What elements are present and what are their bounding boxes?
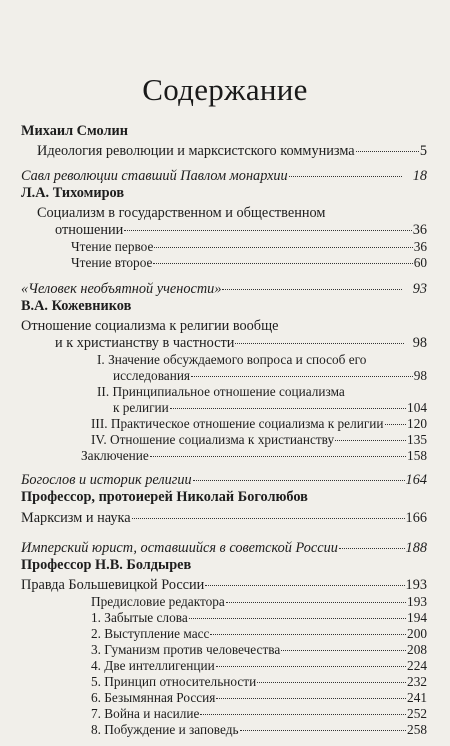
toc-entry: Отношение социализма к религии вообще bbox=[21, 318, 279, 334]
toc-entry: Правда Большевицкой России 193 bbox=[21, 577, 427, 593]
toc-essay: Богослов и историк религии 164 bbox=[21, 472, 427, 488]
toc-author: В.А. Кожевников bbox=[21, 298, 132, 314]
toc-entry: Социализм в государственном и общественном bbox=[37, 205, 326, 221]
toc-entry: Чтение первое 36 bbox=[71, 239, 427, 254]
toc-essay: «Человек необъятной учености» 93 bbox=[21, 281, 427, 297]
toc-entry: III. Практическое отношение социализма к религии 120 bbox=[91, 416, 427, 431]
toc-entry: 3. Гуманизм против человечества 208 bbox=[91, 642, 427, 657]
toc-essay: Савл революции ставший Павлом монархии 18 bbox=[21, 168, 427, 184]
page-title: Содержание bbox=[142, 72, 308, 107]
toc-entry: Предисловие редактора 193 bbox=[91, 594, 427, 609]
toc-entry: Заключение 158 bbox=[81, 448, 427, 463]
toc-entry: 2. Выступление масс 200 bbox=[91, 626, 427, 641]
toc-author: Михаил Смолин bbox=[21, 123, 129, 139]
table-of-contents bbox=[21, 123, 427, 738]
toc-entry: II. Принципиальное отношение социализма bbox=[97, 384, 345, 399]
toc-entry: 5. Принцип относительности 232 bbox=[91, 674, 427, 689]
toc-author: Профессор Н.В. Болдырев bbox=[21, 557, 192, 573]
toc-entry: 7. Война и насилие 252 bbox=[91, 706, 427, 721]
toc-entry: IV. Отношение социализма к христианству 135 bbox=[91, 432, 427, 447]
toc-entry: и к христианству в частности 98 bbox=[55, 335, 427, 351]
toc-author: Л.А. Тихомиров bbox=[21, 185, 125, 201]
toc-entry: 8. Побуждение и заповедь 258 bbox=[91, 722, 427, 737]
toc-entry: к религии 104 bbox=[113, 400, 427, 415]
toc-essay: Имперский юрист, оставшийся в советской России 188 bbox=[21, 540, 427, 556]
toc-entry: 6. Безымянная Россия 241 bbox=[91, 690, 427, 705]
toc-entry: исследования 98 bbox=[113, 368, 427, 383]
toc-entry: Марксизм и наука 166 bbox=[21, 510, 427, 526]
toc-entry: Чтение второе 60 bbox=[71, 255, 427, 270]
toc-entry: отношении 36 bbox=[55, 222, 427, 238]
toc-entry: 4. Две интеллигенции 224 bbox=[91, 658, 427, 673]
toc-author: Профессор, протоиерей Николай Боголюбов bbox=[21, 489, 308, 505]
toc-entry: 1. Забытые слова 194 bbox=[91, 610, 427, 625]
toc-entry: I. Значение обсуждаемого вопроса и способ его bbox=[97, 352, 367, 367]
toc-entry: Идеология революции и марксистского коммунизма 5 bbox=[37, 143, 427, 159]
